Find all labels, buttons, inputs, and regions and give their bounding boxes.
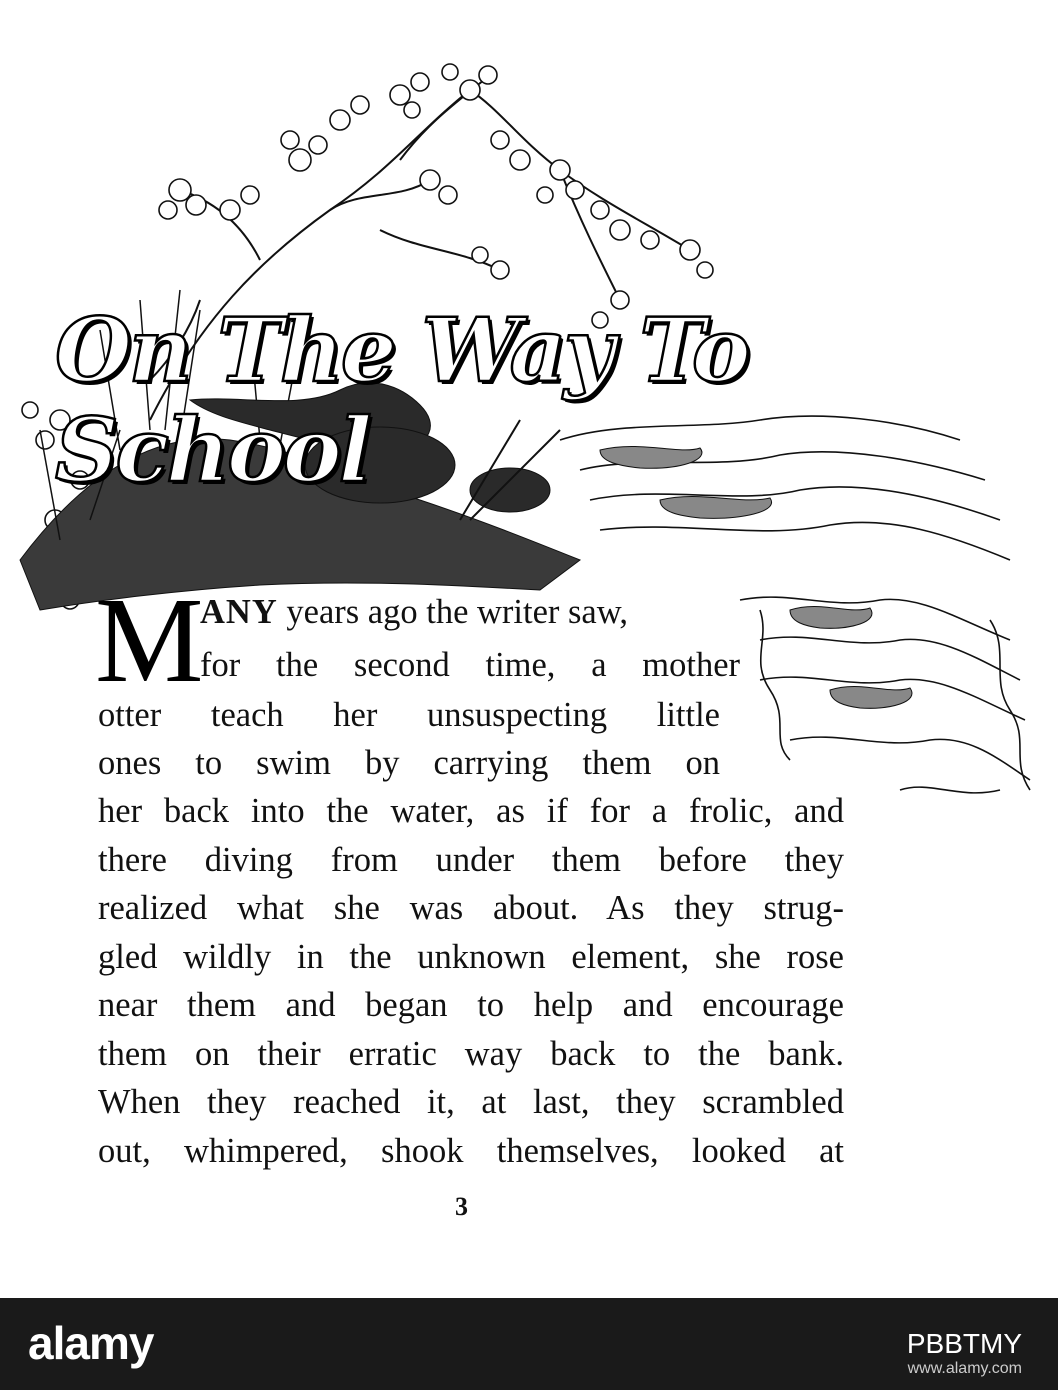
text-line-7: realized what she was about. As they strug-: [98, 889, 844, 927]
text-line-10: them on their erratic way back to the bank.: [98, 1035, 844, 1073]
image-id-label: PBBTMY: [906, 1328, 1022, 1359]
text-line: [200, 592, 628, 632]
first-word-rest: ANY: [200, 593, 278, 631]
stock-watermark-bar: [0, 1298, 1058, 1390]
drop-cap: M: [95, 573, 204, 708]
text-line-6: there diving from under them before they: [98, 841, 844, 879]
page-number: 3: [455, 1192, 468, 1221]
text-line-8: gled wildly in the unknown element, she rose: [98, 938, 844, 976]
alamy-logo: alamy: [28, 1317, 154, 1369]
text-line-2: for the second time, a mother: [200, 646, 740, 684]
text-line-1: years ago the writer saw,: [286, 593, 629, 631]
stock-url-label: www.alamy.com: [907, 1360, 1022, 1377]
text-line-9: near them and began to help and encourage: [98, 986, 844, 1024]
text-line-3: otter teach her unsuspecting little: [98, 696, 720, 734]
text-line-12: out, whimpered, shook themselves, looked at: [98, 1132, 844, 1170]
text-line-11: When they reached it, at last, they scrambled: [98, 1083, 844, 1121]
text-line-4: ones to swim by carrying them on: [98, 744, 720, 782]
page-title: On The Way To School: [55, 298, 748, 502]
text-line-5: her back into the water, as if for a frolic, and: [98, 792, 844, 830]
